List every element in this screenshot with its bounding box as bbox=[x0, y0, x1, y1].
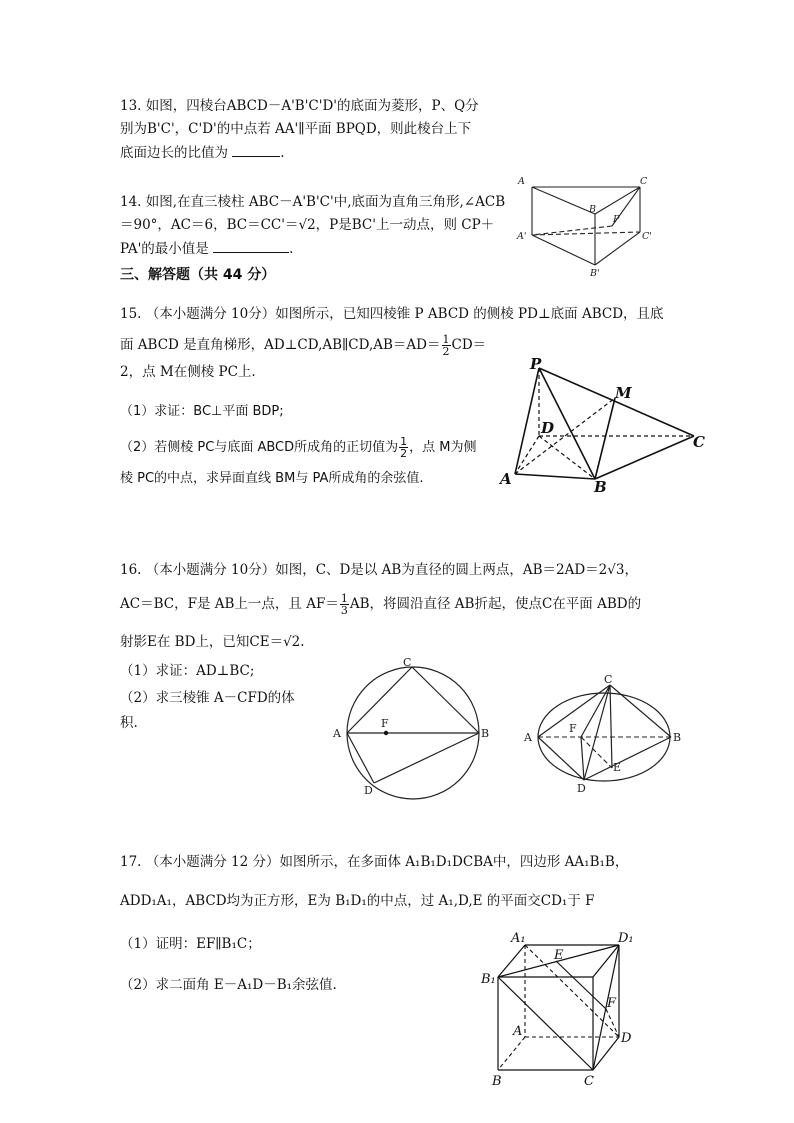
q14-line2: ＝90°，AC＝6，BC＝CC'＝√2，P是BC'上一动点，则 CP＋ bbox=[120, 217, 495, 233]
q13-line3-end: . bbox=[280, 145, 285, 161]
q16-part2a: （2）求三棱锥 A－CFD的体 bbox=[120, 690, 295, 706]
q15-part2c: 棱 PC的中点，求异面直线 BM与 PA所成角的余弦值. bbox=[120, 471, 424, 486]
q14-line3 bbox=[120, 238, 293, 259]
q15-line2b: CD＝ bbox=[451, 337, 487, 353]
q14-answer-blank bbox=[213, 238, 289, 253]
q15-label-B: B bbox=[594, 478, 607, 496]
q15-label-P: P bbox=[530, 355, 542, 373]
q15-frac-den: 2 bbox=[442, 345, 450, 358]
q16-frac-den: 3 bbox=[340, 604, 348, 617]
q14-label-B: B bbox=[589, 204, 596, 215]
q16-fig2-label-E: E bbox=[613, 761, 622, 774]
q16-frac-num: 1 bbox=[340, 592, 348, 605]
q16-fig1-label-B: B bbox=[481, 727, 490, 740]
q15-label-A: A bbox=[500, 470, 512, 488]
q17-part2: （2）求二面角 E－A₁D－B₁余弦值. bbox=[120, 977, 337, 993]
q16-fraction bbox=[340, 593, 349, 616]
q14-label-P: P bbox=[613, 214, 620, 225]
q17-label-F: F bbox=[607, 996, 617, 1011]
q16-folded-figure bbox=[522, 674, 692, 796]
q14-label-A1: A' bbox=[517, 231, 527, 242]
q16-circle-figure bbox=[330, 652, 495, 800]
q17-label-A: A bbox=[513, 1024, 523, 1039]
q17-label-B1: B₁ bbox=[481, 972, 496, 987]
q13-line3-text: 底面边长的比值为 bbox=[120, 145, 228, 161]
q17-label-D1: D₁ bbox=[618, 931, 634, 946]
q13-line1: 13. 如图，四棱台ABCD－A'B'C'D'的底面为菱形，P、Q分 bbox=[120, 98, 479, 114]
q14-line3-end: . bbox=[289, 241, 294, 257]
q16-fig2-label-B: B bbox=[673, 731, 682, 744]
q16-fig1-label-C: C bbox=[403, 656, 412, 669]
section3-title: 三、解答题（共 44 分） bbox=[120, 267, 276, 283]
q17-line2: ADD₁A₁，ABCD均为正方形，E为 B₁D₁的中点，过 A₁,D,E 的平面交CD₁于 F bbox=[120, 893, 595, 909]
q17-polyhedron-figure bbox=[476, 925, 646, 1095]
q14-prism-figure bbox=[512, 172, 662, 280]
q16-fig2-label-A: A bbox=[524, 731, 532, 744]
q17-label-A1: A₁ bbox=[511, 931, 526, 946]
q15-part2-frac-num: 1 bbox=[400, 435, 408, 448]
q14-line1: 14. 如图,在直三棱柱 ABC－A'B'C'中,底面为直角三角形,∠ACB bbox=[120, 194, 506, 210]
q16-line2a: AC＝BC，F是 AB上一点，且 AF＝ bbox=[120, 596, 339, 612]
q15-pyramid-figure bbox=[496, 356, 716, 496]
q15-line1: 15. （本小题满分 10分）如图所示，已知四棱锥 P ABCD 的侧棱 PD⊥底面 ABCD，且底 bbox=[120, 306, 664, 322]
q14-line3-text: PA'的最小值是 bbox=[120, 241, 209, 257]
q14-label-A: A bbox=[518, 176, 525, 187]
q17-part1: （1）证明：EF∥B₁C； bbox=[120, 936, 261, 952]
q15-line2a: 面 ABCD 是直角梯形，AD⊥CD,AB∥CD,AB＝AD＝ bbox=[120, 337, 441, 353]
q14-label-C1: C' bbox=[642, 231, 652, 242]
q16-fig2-label-C: C bbox=[604, 673, 613, 686]
q16-line3: 射影E在 BD上，已知CE＝√2. bbox=[120, 634, 305, 650]
q16-line2 bbox=[120, 593, 641, 616]
q15-label-D: D bbox=[541, 419, 555, 437]
q15-part2a: （2）若侧棱 PC与底面 ABCD所成角的正切值为 bbox=[120, 440, 399, 455]
q16-fig2-label-F: F bbox=[569, 722, 577, 735]
q15-part2 bbox=[120, 436, 476, 459]
q15-frac-num: 1 bbox=[442, 333, 450, 346]
q16-fig1-label-F: F bbox=[381, 717, 389, 730]
q16-line1: 16. （本小题满分 10分）如图，C、D是以 AB为直径的圆上两点，AB＝2AD＝2√3， bbox=[120, 562, 638, 578]
q16-fig1-label-D: D bbox=[364, 784, 373, 797]
q15-line2 bbox=[120, 334, 486, 357]
q17-label-B: B bbox=[492, 1074, 502, 1089]
q16-line2b: AB，将圆沿直径 AB折起，使点C在平面 ABD的 bbox=[349, 596, 642, 612]
q13-answer-blank bbox=[232, 142, 280, 157]
q15-part1: （1）求证：BC⊥平面 BDP; bbox=[120, 404, 284, 419]
q15-label-M: M bbox=[615, 384, 632, 402]
q13-line2: 别为B'C'，C'D'的中点若 AA'∥平面 BPQD，则此棱台上下 bbox=[120, 121, 472, 137]
q14-label-C: C bbox=[640, 176, 648, 187]
q17-label-E: E bbox=[554, 948, 564, 963]
q16-part2b: 积. bbox=[120, 715, 138, 731]
q14-label-B1: B' bbox=[590, 268, 600, 279]
q16-fig2-label-D: D bbox=[577, 782, 586, 795]
q17-label-C: C bbox=[584, 1074, 594, 1089]
q15-part2-fraction bbox=[399, 436, 408, 459]
q15-line3: 2，点 M在侧棱 PC上. bbox=[120, 364, 256, 380]
q16-fig1-label-A: A bbox=[333, 727, 341, 740]
q15-part2b: ，点 M为侧 bbox=[409, 440, 477, 455]
q17-line1: 17. （本小题满分 12 分）如图所示，在多面体 A₁B₁D₁DCBA中，四边形 AA₁B₁B， bbox=[120, 854, 629, 870]
q15-fraction bbox=[442, 334, 451, 357]
q15-label-C: C bbox=[693, 433, 705, 451]
q16-part1: （1）求证：AD⊥BC; bbox=[120, 663, 255, 679]
q13-line3 bbox=[120, 142, 285, 163]
q15-part2-frac-den: 2 bbox=[400, 447, 408, 460]
q17-label-D: D bbox=[621, 1031, 632, 1046]
